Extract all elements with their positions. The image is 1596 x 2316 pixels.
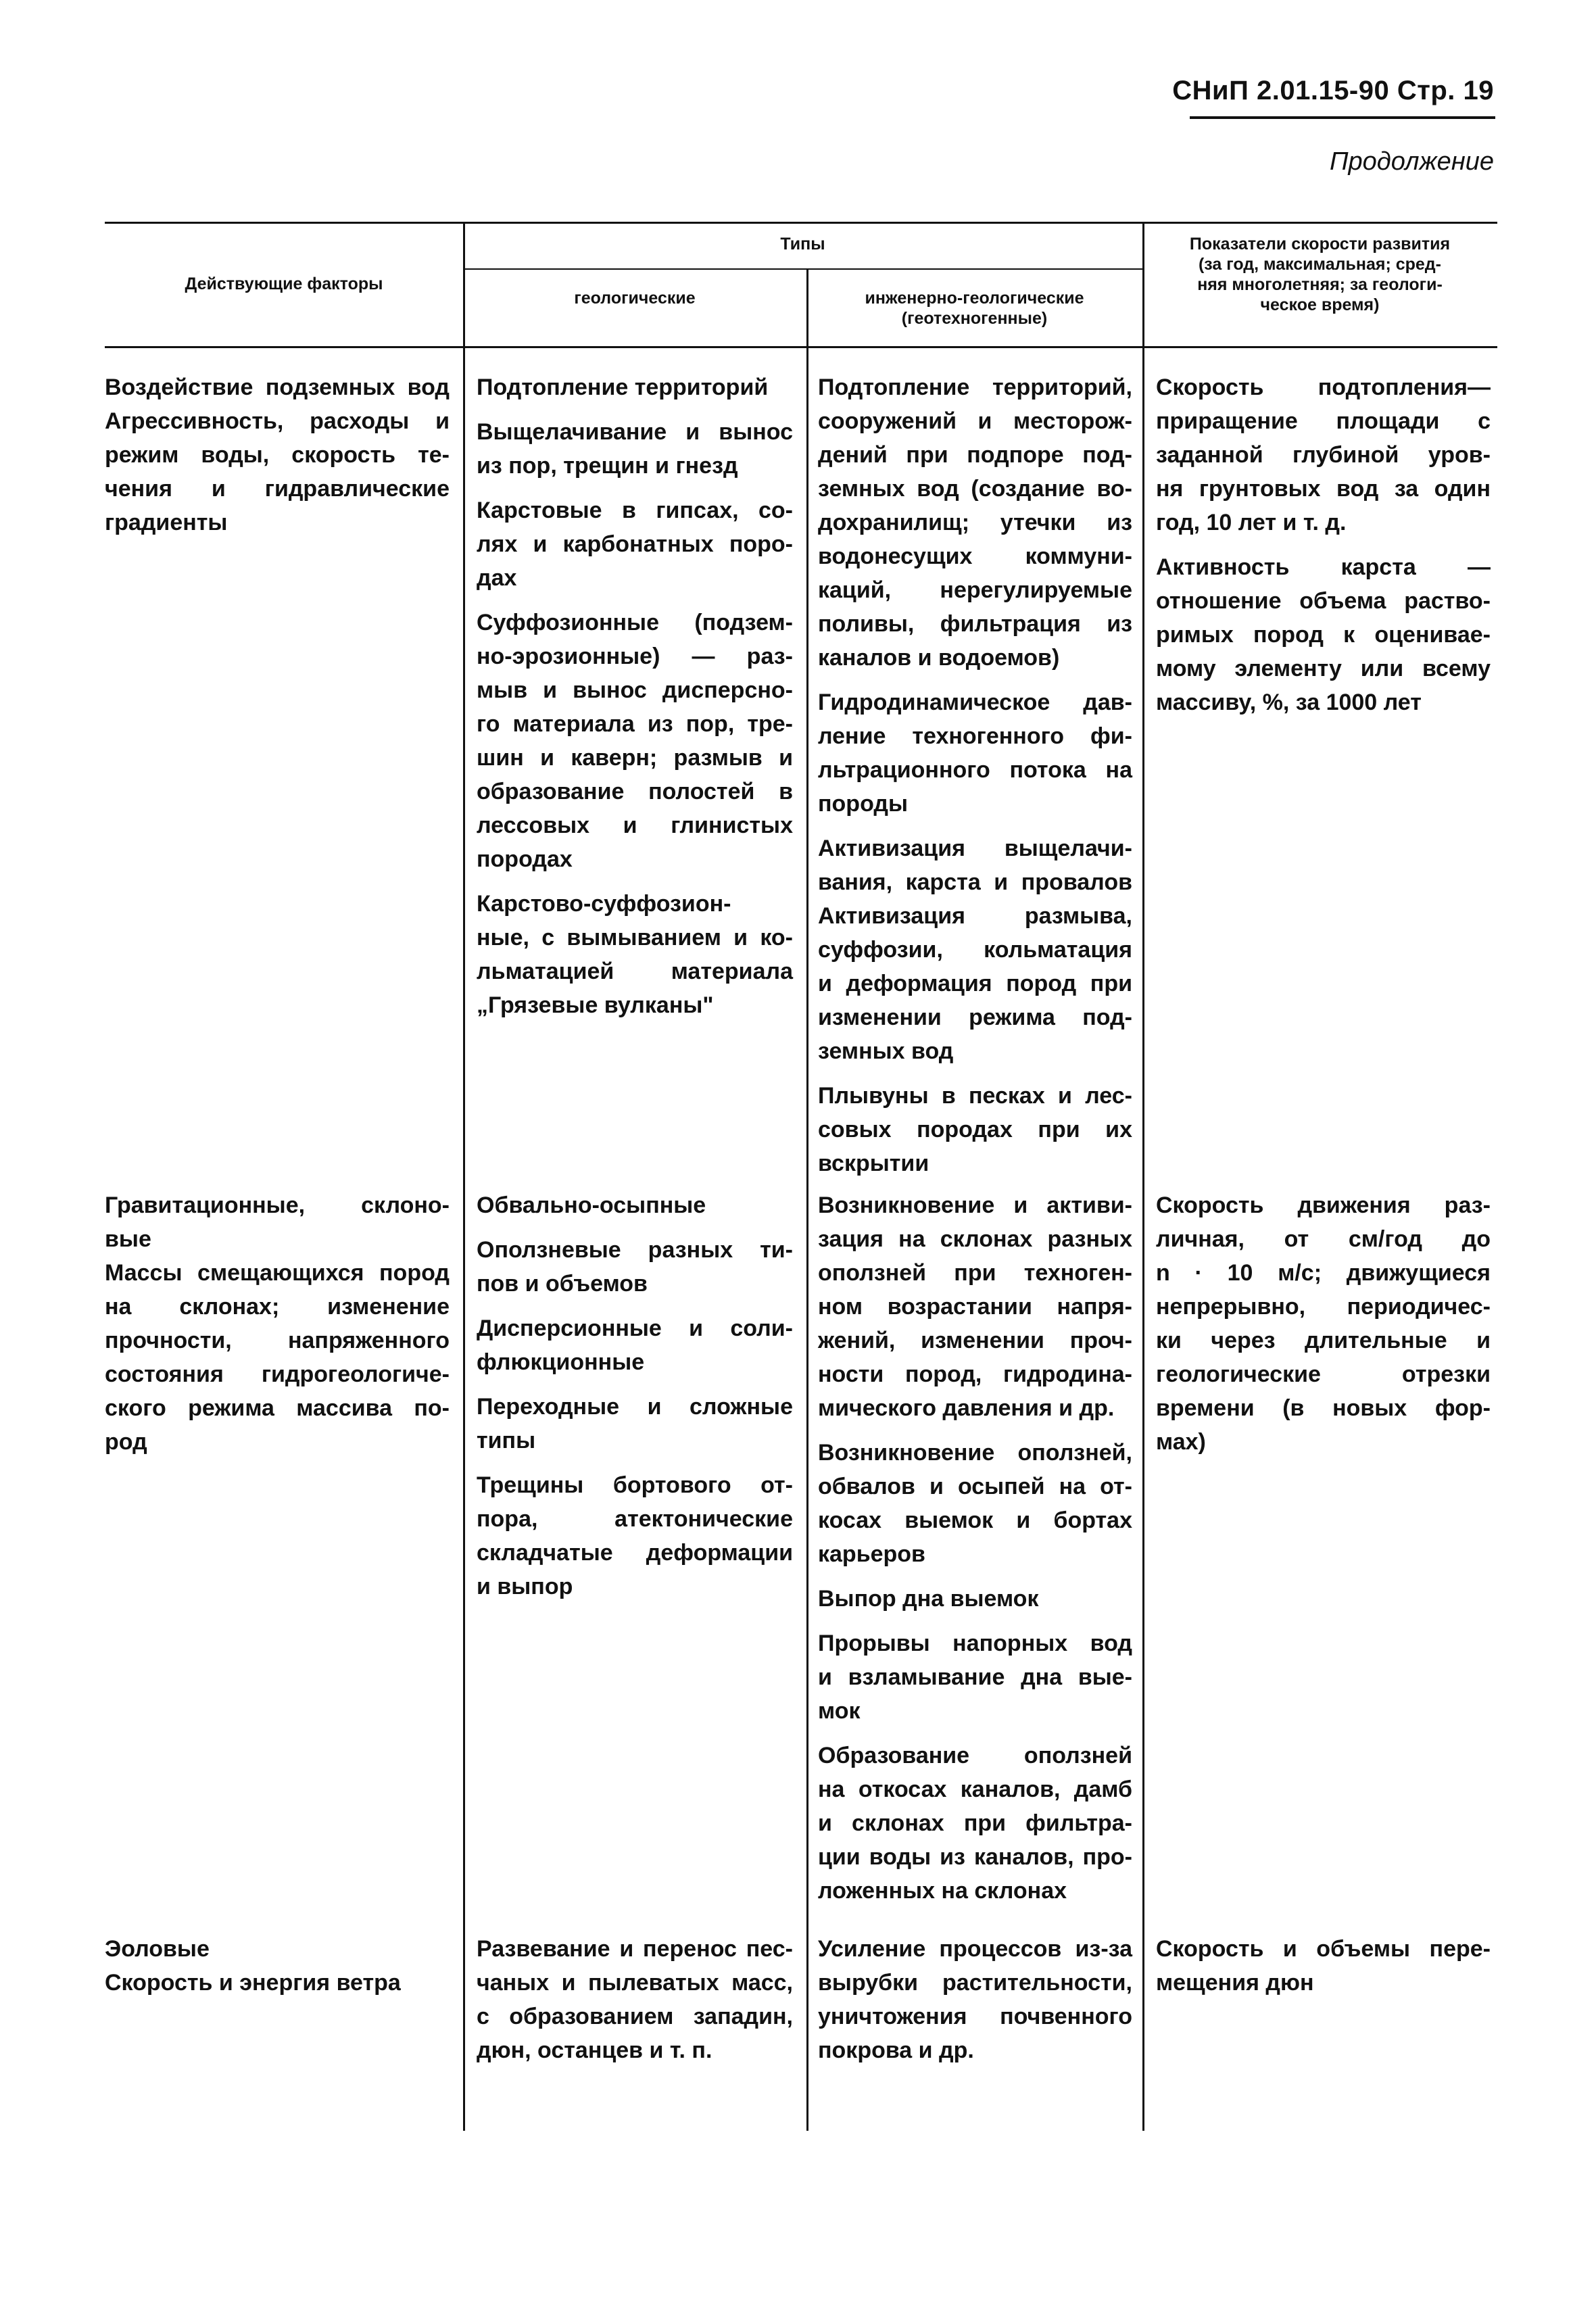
text-line: Активизация размыва, xyxy=(818,903,1132,929)
text-line: Суффозионные (подзем- xyxy=(477,610,793,635)
text-line: ности пород, гидродина- xyxy=(818,1361,1132,1387)
cell-entry xyxy=(818,1188,1132,1425)
column-divider-2 xyxy=(806,269,808,2131)
text-line: и деформация пород при xyxy=(818,971,1132,996)
cell-entry xyxy=(477,606,793,876)
cell-entry xyxy=(818,1932,1132,2067)
table-top-rule xyxy=(105,222,1497,224)
cell-entry xyxy=(818,1739,1132,1908)
cell-entry xyxy=(1156,550,1491,719)
text-line: Скорость и объемы пере- xyxy=(1156,1936,1491,1962)
text-line: мыв и вынос дисперсно- xyxy=(477,677,793,703)
header-indicators-line: Показатели скорости развития xyxy=(1189,235,1451,254)
table-header-bottom-rule xyxy=(105,346,1497,348)
header-indicators-line: ческое время) xyxy=(1260,295,1380,314)
cell-entry xyxy=(818,1582,1132,1616)
cell-entry xyxy=(818,1626,1132,1728)
text-line: Агрессивность, расходы и xyxy=(105,408,450,434)
text-line: чаных и пылеватых масс, xyxy=(477,1970,793,1996)
text-line: дах xyxy=(477,565,517,591)
header-geological: геологические xyxy=(574,289,696,308)
text-line: Гравитационные, склоно- xyxy=(105,1192,450,1218)
text-line: прочности, напряженного xyxy=(105,1328,450,1353)
text-line: чения и гидравлические xyxy=(105,476,450,502)
cell-entry xyxy=(477,1188,793,1222)
text-line: Образование оползней xyxy=(818,1743,1132,1768)
text-line: мещения дюн xyxy=(1156,1970,1314,1996)
text-line: времени (в новых фор- xyxy=(1156,1395,1491,1421)
text-line: Обвально-осыпные xyxy=(477,1192,706,1218)
header-indicators-line: няя многолетняя; за геологи- xyxy=(1197,275,1443,294)
text-line: уничтожения почвенного xyxy=(818,2004,1132,2029)
text-line: вскрытии xyxy=(818,1151,929,1176)
text-line: Скорость движения раз- xyxy=(1156,1192,1491,1218)
cell-entry xyxy=(1156,1932,1491,2000)
text-line: изменении режима под- xyxy=(818,1005,1132,1030)
text-line: пора, атектонические xyxy=(477,1506,793,1532)
text-line: ложенных на склонах xyxy=(818,1878,1067,1904)
text-line: ки через длительные и xyxy=(1156,1328,1491,1353)
cell-entry xyxy=(477,1932,793,2067)
header-engineering xyxy=(806,288,1142,329)
text-line: ня грунтовых вод за один xyxy=(1156,476,1491,502)
page-header: СНиП 2.01.15-90 Стр. 19 xyxy=(1172,76,1494,105)
text-line: льматацией материала xyxy=(477,959,793,984)
text-line: режим воды, скорость те- xyxy=(105,442,450,468)
text-line: n · 10 м/с; движущиеся xyxy=(1156,1260,1491,1286)
cell-entry xyxy=(818,831,1132,1068)
text-line: из пор, трещин и гнезд xyxy=(477,453,738,479)
text-line: Возникновение и активи- xyxy=(818,1192,1132,1218)
text-line: пов и объемов xyxy=(477,1271,648,1297)
cell-entry xyxy=(818,685,1132,821)
cell-entry xyxy=(1156,370,1491,539)
text-line: приращение площади с xyxy=(1156,408,1491,434)
text-line: Переходные и сложные xyxy=(477,1394,793,1420)
cell-entry xyxy=(818,1079,1132,1180)
text-line: Оползневые разных ти- xyxy=(477,1237,793,1263)
text-line: род xyxy=(105,1429,147,1455)
text-line: дений при подпоре под- xyxy=(818,442,1132,468)
cell-entry xyxy=(105,1932,450,2000)
text-line: земных вод xyxy=(818,1038,954,1064)
text-line: Возникновение оползней, xyxy=(818,1440,1132,1466)
text-line: мому элементу или всему xyxy=(1156,656,1491,681)
text-line: совых породах при их xyxy=(818,1117,1132,1142)
cell-entry xyxy=(477,415,793,483)
continuation-label: Продолжение xyxy=(1330,147,1494,176)
text-line: заданной глубиной уров- xyxy=(1156,442,1491,468)
text-line: породах xyxy=(477,846,573,872)
text-line: Карстовые в гипсах, со- xyxy=(477,498,793,523)
cell-entry xyxy=(1156,1188,1491,1459)
text-line: карьеров xyxy=(818,1541,925,1567)
text-line: косах выемок и бортах xyxy=(818,1507,1132,1533)
text-line: ном возрастании напря- xyxy=(818,1294,1132,1320)
text-line: лях и карбонатных поро- xyxy=(477,531,793,557)
text-line: поливы, фильтрация из xyxy=(818,611,1132,637)
text-line: Выпор дна выемок xyxy=(818,1586,1039,1612)
text-line: ции воды из каналов, про- xyxy=(818,1844,1132,1870)
text-line: сооружений и месторож- xyxy=(818,408,1132,434)
text-line: флюкционные xyxy=(477,1349,645,1375)
text-line: „Грязевые вулканы" xyxy=(477,992,714,1018)
text-line: ные, с вымыванием и ко- xyxy=(477,925,793,950)
text-line: мах) xyxy=(1156,1429,1206,1455)
text-line: непрерывно, периодичес- xyxy=(1156,1294,1491,1320)
text-line: вания, карста и провалов xyxy=(818,869,1132,895)
text-line: дюн, останцев и т. п. xyxy=(477,2037,712,2063)
text-line: Плывуны в песках и лес- xyxy=(818,1083,1132,1109)
text-line: Активность карста — xyxy=(1156,554,1491,580)
table-subheader-rule xyxy=(463,268,1142,270)
text-line: Гидродинамическое дав- xyxy=(818,690,1132,715)
text-line: Подтопление территорий xyxy=(477,375,769,400)
text-line: водонесущих коммуни- xyxy=(818,544,1132,569)
text-line: ского режима массива по- xyxy=(105,1395,450,1421)
text-line: земных вод (создание во- xyxy=(818,476,1132,502)
header-indicators-line: (за год, максимальная; сред- xyxy=(1198,255,1442,274)
text-line: отношение объема раство- xyxy=(1156,588,1491,614)
cell-entry xyxy=(477,1390,793,1457)
text-line: год, 10 лет и т. д. xyxy=(1156,510,1347,535)
text-line: каналов и водоемов) xyxy=(818,645,1060,671)
text-line: суффозии, кольматация xyxy=(818,937,1132,963)
text-line: образование полостей в xyxy=(477,779,793,804)
text-line: Усиление процессов из-за xyxy=(818,1936,1132,1962)
cell-entry xyxy=(105,1188,450,1459)
column-divider-1 xyxy=(463,223,465,2131)
text-line: зация на склонах разных xyxy=(818,1226,1132,1252)
text-line: Массы смещающихся пород xyxy=(105,1260,450,1286)
text-line: Скорость и энергия ветра xyxy=(105,1970,401,1996)
cell-entry xyxy=(477,370,793,404)
header-factors: Действующие факторы xyxy=(185,274,383,293)
header-engineering-line: инженерно-геологические xyxy=(865,289,1084,308)
text-line: Выщелачивание и вынос xyxy=(477,419,793,445)
text-line: на откосах каналов, дамб xyxy=(818,1777,1132,1802)
text-line: породы xyxy=(818,791,909,817)
cell-entry xyxy=(477,1233,793,1301)
text-line: покрова и др. xyxy=(818,2037,974,2063)
text-line: Подтопление территорий, xyxy=(818,375,1132,400)
text-line: и взламывание дна вые- xyxy=(818,1664,1132,1690)
text-line: складчатые деформации xyxy=(477,1540,793,1566)
text-line: оползней при техноген- xyxy=(818,1260,1132,1286)
cell-entry xyxy=(105,370,450,539)
text-line: но-эрозионные) — раз- xyxy=(477,644,793,669)
text-line: вырубки растительности, xyxy=(818,1970,1132,1996)
text-line: геологические отрезки xyxy=(1156,1361,1491,1387)
text-line: мок xyxy=(818,1698,861,1724)
text-line: льтрационного потока на xyxy=(818,757,1132,783)
text-line: шин и каверн; размыв и xyxy=(477,745,793,771)
column-divider-3 xyxy=(1142,223,1144,2131)
cell-entry xyxy=(818,370,1132,675)
text-line: массиву, %, за 1000 лет xyxy=(1156,690,1422,715)
text-line: градиенты xyxy=(105,510,228,535)
text-line: Эоловые xyxy=(105,1936,210,1962)
cell-entry xyxy=(818,1436,1132,1571)
text-line: Прорывы напорных вод xyxy=(818,1631,1132,1656)
text-line: Трещины бортового от- xyxy=(477,1472,793,1498)
text-line: вые xyxy=(105,1226,151,1252)
text-line: жений, изменении проч- xyxy=(818,1328,1132,1353)
text-line: го материала из пор, тре- xyxy=(477,711,793,737)
text-line: Карстово-суффозион- xyxy=(477,891,731,917)
text-line: лессовых и глинистых xyxy=(477,813,793,838)
text-line: каций, нерегулируемые xyxy=(818,577,1132,603)
text-line: обвалов и осыпей на от- xyxy=(818,1474,1132,1499)
cell-entry xyxy=(477,887,793,1022)
text-line: типы xyxy=(477,1428,536,1453)
text-line: дохранилищ; утечки из xyxy=(818,510,1132,535)
cell-entry xyxy=(477,1468,793,1603)
header-underline xyxy=(1190,116,1495,119)
text-line: мического давления и др. xyxy=(818,1395,1115,1421)
cell-entry xyxy=(477,1311,793,1379)
cell-entry xyxy=(477,493,793,595)
text-line: с образованием западин, xyxy=(477,2004,793,2029)
header-engineering-sub: (геотехногенные) xyxy=(901,309,1048,328)
text-line: личная, от см/год до xyxy=(1156,1226,1491,1252)
text-line: и выпор xyxy=(477,1574,573,1599)
text-line: Воздействие подземных вод xyxy=(105,375,450,400)
text-line: Развевание и перенос пес- xyxy=(477,1936,793,1962)
text-line: и склонах при фильтра- xyxy=(818,1810,1132,1836)
text-line: на склонах; изменение xyxy=(105,1294,450,1320)
header-types: Типы xyxy=(780,235,825,254)
header-indicators xyxy=(1142,234,1497,315)
text-line: состояния гидрогеологиче- xyxy=(105,1361,450,1387)
text-line: римых пород к оценивае- xyxy=(1156,622,1491,648)
text-line: Дисперсионные и соли- xyxy=(477,1316,793,1341)
text-line: Скорость подтопления— xyxy=(1156,375,1491,400)
text-line: ление техногенного фи- xyxy=(818,723,1132,749)
text-line: Активизация выщелачи- xyxy=(818,836,1132,861)
